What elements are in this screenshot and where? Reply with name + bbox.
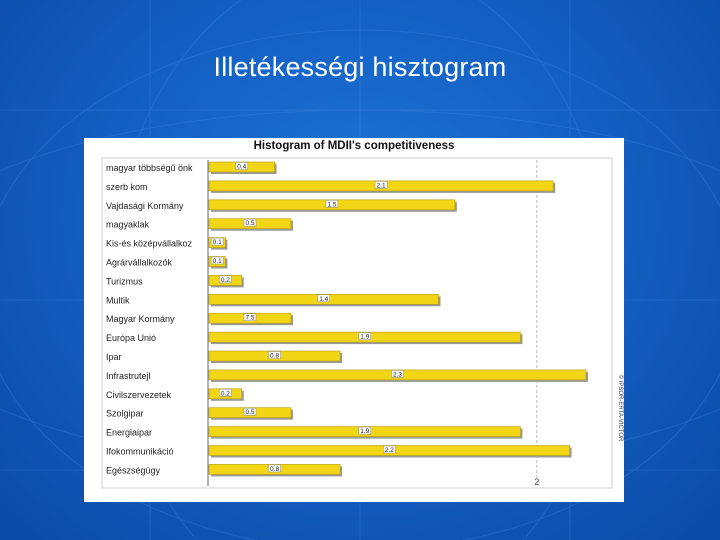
value-label: 0.1 [212,239,222,247]
value-label: 0.2 [220,390,230,398]
category-label: Turizmus [106,276,143,287]
value-label: 2.3 [392,371,403,379]
category-label: Multik [106,295,130,306]
category-label: Civilszervezetek [106,389,172,400]
value-label: 0.1 [212,258,222,265]
value-label: 0.5 [245,409,255,417]
category-label: Infrastrutejl [106,370,151,381]
chart-panel [84,138,624,502]
value-label: 1.5 [327,201,337,209]
value-label: 0.5 [245,220,255,228]
category-label: Ipar [106,352,122,362]
category-label: Ifokommunikáció [106,446,174,457]
category-label: szerb kom [106,181,148,192]
category-label: Egészségügy [106,465,161,476]
category-label: Energiaipar [106,427,153,438]
value-label: 0.4 [237,163,247,171]
category-label: Agrárvállalkozók [106,257,173,268]
category-label: magyar többségű önk [106,163,193,173]
slide-title: Illetékességi hisztogram [213,52,507,82]
value-label: 1.4 [319,295,329,303]
value-label: 7.5 [245,314,255,322]
value-label: 1.9 [360,333,370,341]
bars-layer [106,160,588,487]
value-label: 2.2 [384,447,394,454]
value-label: 0.2 [220,276,230,284]
category-label: Európa Unió [106,333,157,344]
category-label: Szolgipar [106,408,144,419]
credit-label: © IPSOR-ERTA-VICTOR [617,374,623,442]
category-label: magyaklak [106,219,150,230]
chart-title: Histogram of MDII's competitiveness [253,140,455,152]
x-tick-label: 2 [534,477,540,487]
value-label: 0.8 [270,352,280,360]
bar-chart [84,138,624,502]
category-label: Kis-és középvállalkoz [106,238,193,249]
category-label: Vajdasági Kormány [106,200,184,211]
value-label: 1.9 [360,428,370,436]
category-label: Magyar Kormány [106,314,175,325]
value-label: 0.8 [270,465,280,473]
value-label: 2.1 [376,182,386,190]
